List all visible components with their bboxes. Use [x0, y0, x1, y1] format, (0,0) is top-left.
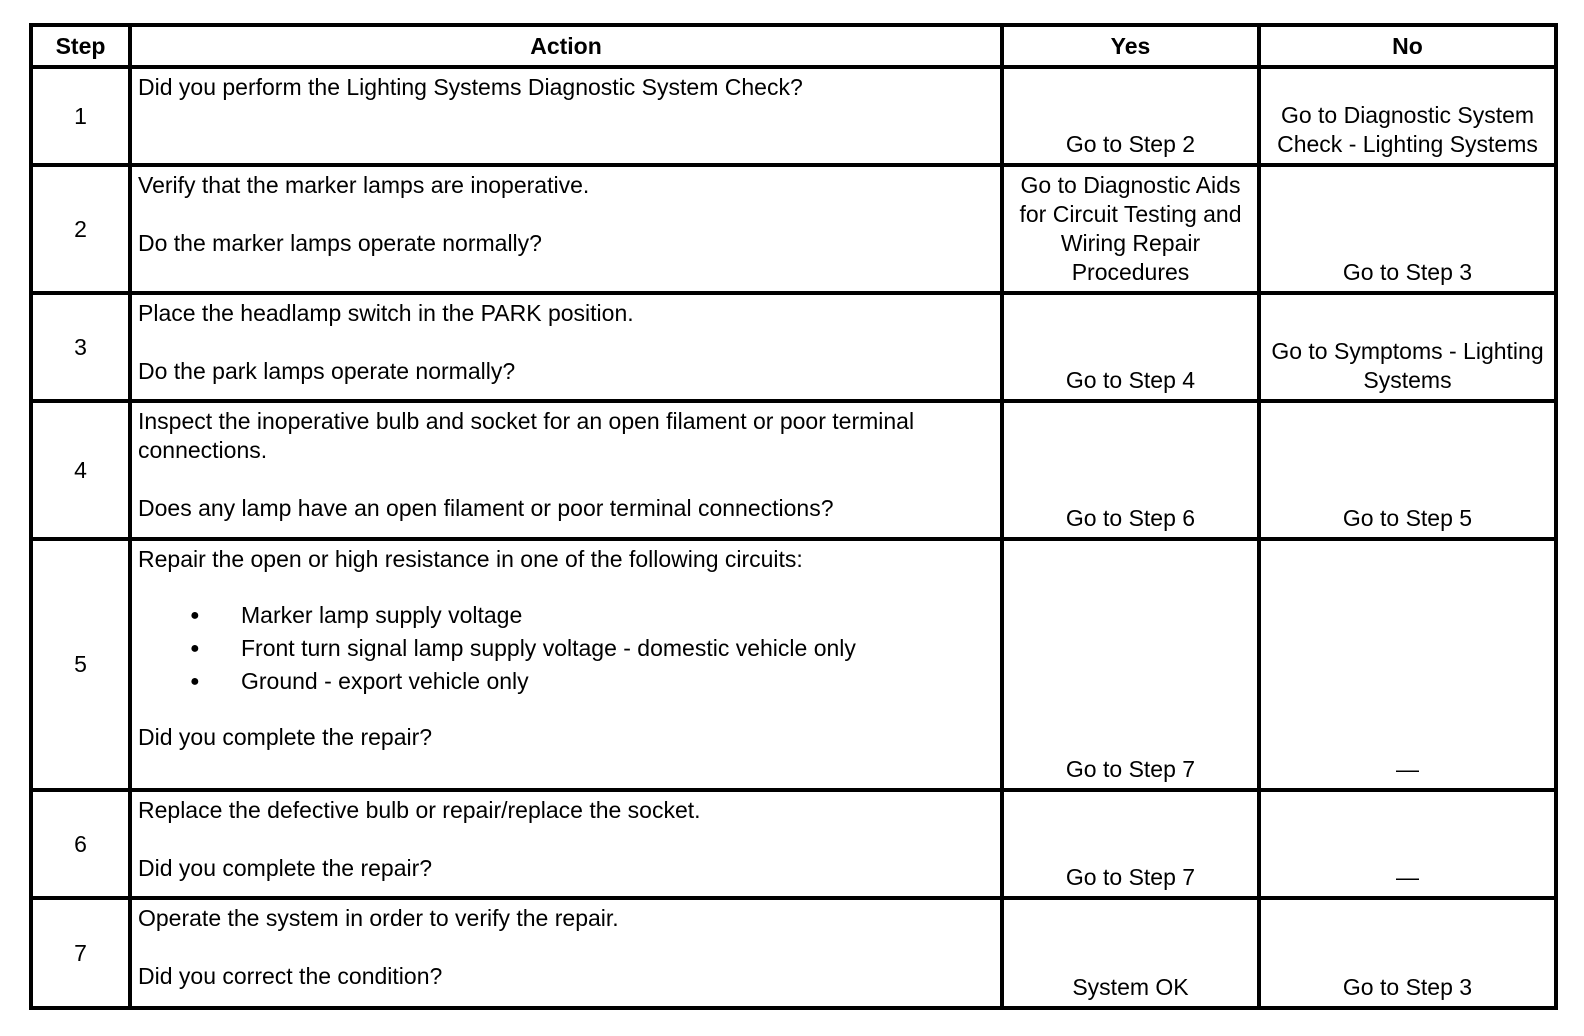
- table-row: [31, 165, 1556, 293]
- step-number: 6: [31, 790, 130, 898]
- no-result: Go to Symptoms - Lighting Systems: [1259, 293, 1556, 401]
- table-row: [31, 539, 1556, 790]
- action-question: Does any lamp have an open filament or poor terminal connections?: [138, 495, 834, 521]
- yes-result: Go to Step 7: [1002, 539, 1259, 790]
- table-row: [31, 790, 1556, 898]
- yes-result: Go to Step 2: [1002, 67, 1259, 165]
- step-number: 4: [31, 401, 130, 539]
- action-cell: [130, 401, 1002, 539]
- step-number: 5: [31, 539, 130, 790]
- yes-result: Go to Diagnostic Aids for Circuit Testing and Wiring Repair Procedures: [1002, 165, 1259, 293]
- table-row: [31, 898, 1556, 1008]
- action-cell: [130, 293, 1002, 401]
- action-question: Did you complete the repair?: [138, 855, 433, 881]
- list-item: ● Marker lamp supply voltage: [138, 599, 994, 632]
- circuit-list: [138, 599, 994, 698]
- action-question: Do the marker lamps operate normally?: [138, 230, 542, 256]
- yes-result: Go to Step 6: [1002, 401, 1259, 539]
- diagnostic-table: [29, 23, 1558, 1010]
- action-question: Did you complete the repair?: [138, 724, 433, 750]
- header-no: No: [1259, 25, 1556, 67]
- action-text: Did you perform the Lighting Systems Diagnostic System Check?: [138, 74, 803, 100]
- action-question: Did you correct the condition?: [138, 963, 443, 989]
- header-step: Step: [31, 25, 130, 67]
- list-item: ● Ground - export vehicle only: [138, 665, 994, 698]
- action-cell: [130, 67, 1002, 165]
- no-result: Go to Step 5: [1259, 401, 1556, 539]
- action-text: Repair the open or high resistance in one of the following circuits:: [138, 546, 803, 572]
- action-cell: [130, 898, 1002, 1008]
- list-item: ● Front turn signal lamp supply voltage - domestic vehicle only: [138, 632, 994, 665]
- step-number: 2: [31, 165, 130, 293]
- no-result: Go to Step 3: [1259, 165, 1556, 293]
- no-result: Go to Diagnostic System Check - Lighting Systems: [1259, 67, 1556, 165]
- step-number: 7: [31, 898, 130, 1008]
- table-row: [31, 67, 1556, 165]
- header-yes: Yes: [1002, 25, 1259, 67]
- action-question: Do the park lamps operate normally?: [138, 358, 516, 384]
- table-row: [31, 401, 1556, 539]
- action-text: Verify that the marker lamps are inoperative.: [138, 172, 590, 198]
- yes-result: Go to Step 7: [1002, 790, 1259, 898]
- action-text: Replace the defective bulb or repair/replace the socket.: [138, 797, 701, 823]
- step-number: 1: [31, 67, 130, 165]
- no-result: —: [1259, 790, 1556, 898]
- step-number: 3: [31, 293, 130, 401]
- yes-result: Go to Step 4: [1002, 293, 1259, 401]
- no-result: Go to Step 3: [1259, 898, 1556, 1008]
- action-cell: [130, 790, 1002, 898]
- no-result: —: [1259, 539, 1556, 790]
- table-header-row: [31, 25, 1556, 67]
- action-text: Operate the system in order to verify the repair.: [138, 905, 619, 931]
- action-text: Inspect the inoperative bulb and socket for an open filament or poor terminal connections.: [138, 408, 915, 463]
- header-action: Action: [130, 25, 1002, 67]
- yes-result: System OK: [1002, 898, 1259, 1008]
- table-row: [31, 293, 1556, 401]
- action-cell: [130, 165, 1002, 293]
- action-cell: [130, 539, 1002, 790]
- action-text: Place the headlamp switch in the PARK position.: [138, 300, 634, 326]
